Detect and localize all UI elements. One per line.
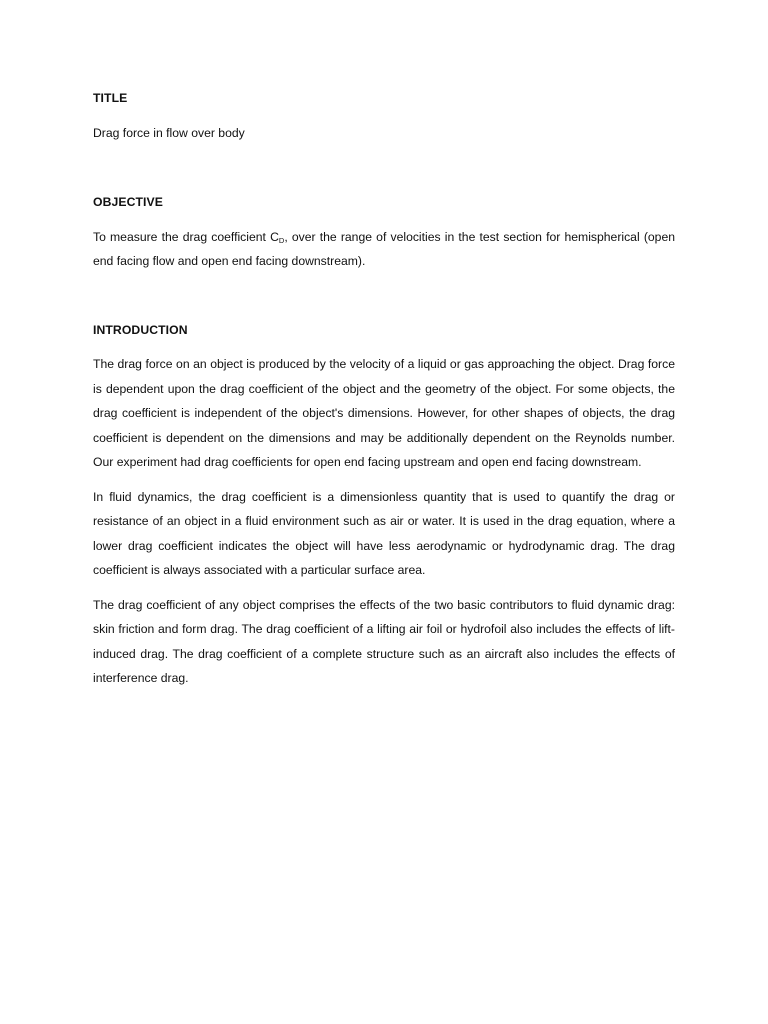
document-content	[93, 86, 675, 691]
objective-heading: OBJECTIVE	[93, 195, 163, 209]
introduction-heading: INTRODUCTION	[93, 322, 188, 337]
objective-text-before: To measure the drag coefficient C	[93, 229, 279, 244]
objective-text	[93, 225, 675, 274]
title-text: Drag force in flow over body	[93, 125, 245, 140]
introduction-paragraph-3: The drag coefficient of any object comprises the effects of the two basic contributors to fluid dynamic drag: skin friction and form drag. The drag coefficient of a lifting air foil or hydrofoil also includes the effects of lift-induced drag. The drag coefficient of a complete structure such as an aircraft also includes the effects of interference drag.	[93, 597, 675, 685]
objective-text-after: , over the range of velocities in the test section for hemispherical (open end facing flow and open end facing downstream).	[93, 229, 676, 268]
introduction-paragraph-1: The drag force on an object is produced by the velocity of a liquid or gas approaching the object. Drag force is dependent upon the drag coefficient of the object and the geometry of the object. For some objects, the drag coefficient is independent of the object's dimensions. However, for other shapes of objects, the drag coefficient is dependent on the dimensions and may be additionally dependent on the Reynolds number. Our experiment had drag coefficients for open end facing upstream and open end facing downstream.	[93, 357, 675, 469]
title-heading: TITLE	[93, 91, 128, 105]
introduction-paragraph-2: In fluid dynamics, the drag coefficient is a dimensionless quantity that is used to quantify the drag or resistance of an object in a fluid environment such as air or water. It is used in the drag equation, where a lower drag coefficient indicates the object will have less aerodynamic or hydrodynamic drag. The drag coefficient is always associated with a particular surface area.	[93, 489, 675, 577]
objective-subscript: D	[278, 235, 285, 245]
